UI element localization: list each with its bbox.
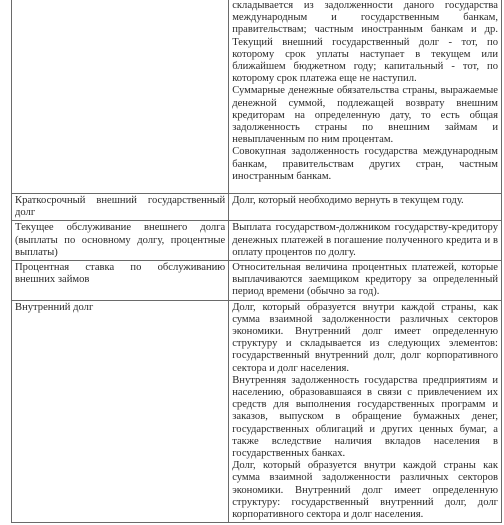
- term-cell: [12, 221, 229, 261]
- definition-paragraph: Выплата государством-должником государству-кредитору денежных платежей в погашение полученного кредита и в оплату процентов по долгу.: [232, 222, 498, 258]
- term-label: Краткосрочный внешний государственный долг: [15, 195, 226, 219]
- definition-cell: [229, 194, 502, 221]
- terms-table: [11, 0, 502, 523]
- definition-paragraph: Относительная величина процентных платежей, которые выплачиваются заемщиком кредитору за определенный период времени (обычно за год).: [232, 262, 498, 298]
- definition-paragraph: Долг, который образуется внутри каждой страны как сумма взаимной задолженности различных секторов экономики. Внутренний долг имеет определенную структуру: государственный внутренний долг, долг корпоративного сектора и долг населения.: [232, 460, 498, 521]
- definition-paragraph: Внутренняя задолженность государства предприятиям и населению, образовавшаяся в связи с привлечением их средств для выполнения государственных программ и заказов, выпуском в обращение бумажных денег, государственных облигаций и других ценных бумаг, а также вследствие наличия вкладов населения в государственных банках.: [232, 374, 498, 460]
- table-row: [12, 300, 502, 523]
- term-label: Текущее обслуживание внешнего долга (выплаты по основному долгу, процентные выплаты): [15, 222, 226, 258]
- table-row: [12, 221, 502, 261]
- definition-cell: [229, 221, 502, 261]
- definition-paragraph: Долг, который образуется внутри каждой страны, как сумма взаимной задолженности различных секторов экономики. Внутренний долг имеет определенную структуру и складывается из следующих элементов: государственный внутренний долг, долг корпоративного сектора и долг населения.: [232, 301, 498, 374]
- definition-cell: [229, 0, 502, 194]
- definition-paragraph: Долг, который необходимо вернуть в текущем году.: [232, 195, 464, 206]
- term-cell: [12, 300, 229, 523]
- definition-paragraph: Суммарные денежные обязательства страны, выражаемые денежной суммой, подлежащей возврату внешним кредиторам на определенную дату, то есть общая задолженность страны по внешним займам и невыплаченным по ним процентам.: [232, 85, 498, 146]
- term-cell: [12, 194, 229, 221]
- definition-paragraph: Совокупная задолженность государства международным банкам, правительствам других стран, частным иностранным банкам.: [232, 146, 498, 182]
- term-cell: [12, 261, 229, 301]
- table-row: [12, 194, 502, 221]
- term-label: Процентная ставка по обслуживанию внешних займов: [15, 262, 226, 286]
- definition-cell: [229, 300, 502, 523]
- definition-cell: [229, 261, 502, 301]
- term-cell: [12, 0, 229, 194]
- table-row: [12, 261, 502, 301]
- table-row: [12, 0, 502, 194]
- term-label: Внутренний долг: [15, 301, 94, 313]
- definition-paragraph: складывается из задолженности даного государства международным и государственным банкам, правительствам; частным иностранным банкам и др. Текущий внешний государственный долг - тот, по которому срок уплаты наступает в текущем или ближайшем бюджетном году; капитальный - тот, по которому срок платежа еще не наступил.: [232, 0, 498, 85]
